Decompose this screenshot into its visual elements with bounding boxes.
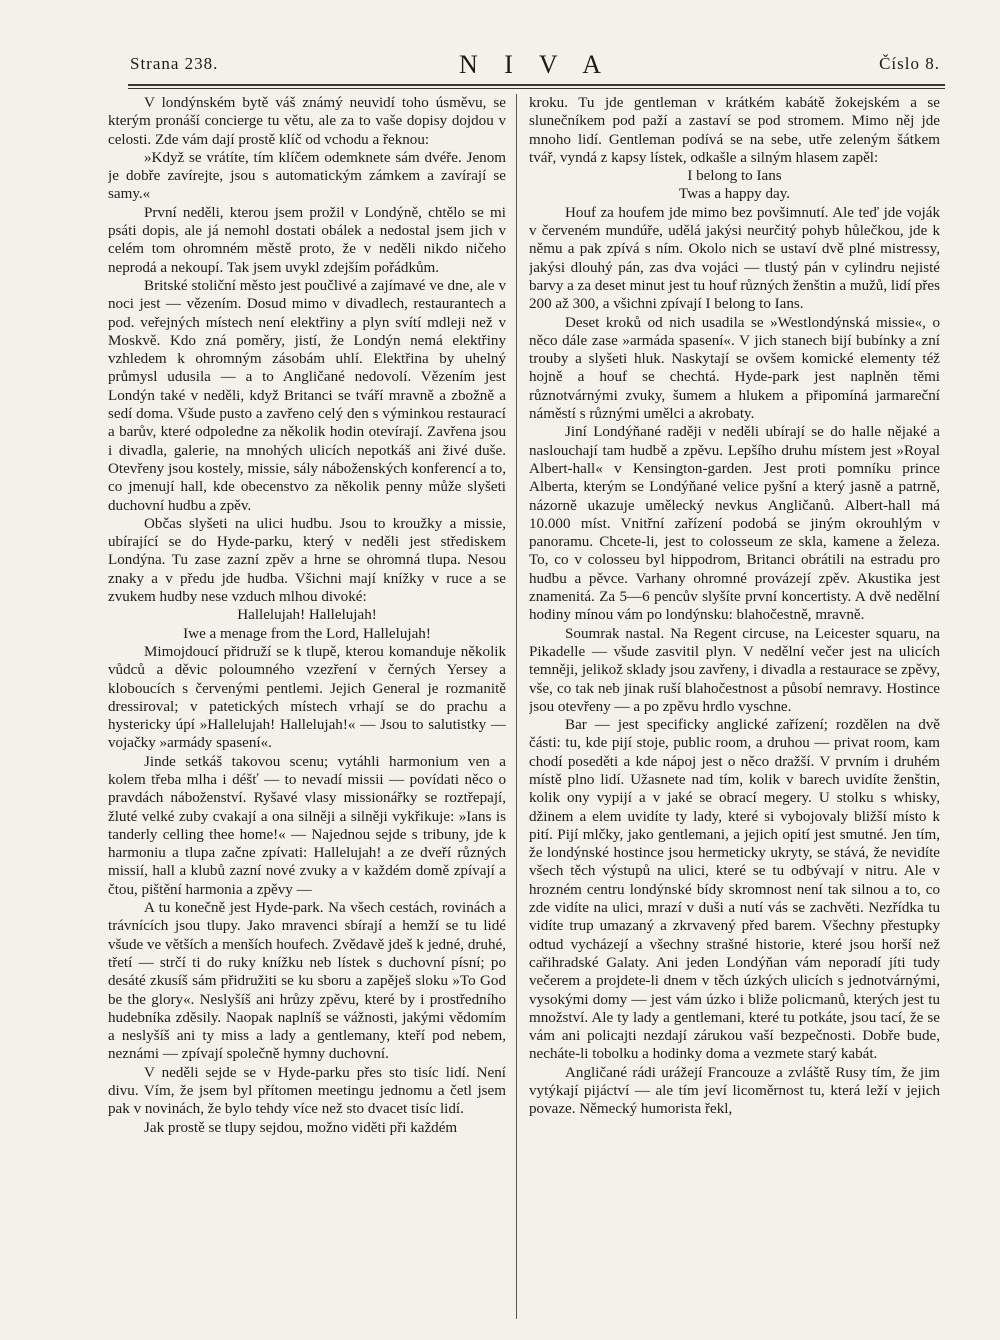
header-rule-thin [128, 88, 945, 89]
header-rule [128, 84, 945, 86]
paragraph: Jinde setkáš takovou scenu; vytáhli harmonium ven a kolem třeba mlha i déšť — to nevadí missii — povídati něco o pravdách náboženství. Ryšavé vlasy missionářky se roztřepají, žluté velké zuby cvakají a ona silněji a silněji vykřikuje: »Ians is tanderly celling thee home!« — Najednou sejde s tribuny, jde k harmoniu a tlupa začne zpívati: Hallelujah! a ze dveří různých missií, hall a klubů zazní nové zvuky a v každém domě zpívají a čtou, pištění harmonia a zpěvy — [108, 753, 506, 898]
verse-line: Hallelujah! Hallelujah! [237, 607, 377, 624]
page-number: Strana 238. [130, 54, 219, 73]
verse-line: Iwe a menage from the Lord, Hallelujah! [183, 625, 431, 642]
paragraph: Houf za houfem jde mimo bez povšimnutí. Ale teď jde voják v červeném mundúře, udělá jakýsi neurčitý pohyb hůlečkou, jde k němu a pak zpívá s ním. Okolo nich se ustaví dvě plné mistressy, jakýsi dlouhý pán, zas dva vojáci — tlustý pán v cylindru nejisté barvy a za deset minut jest tu houf různých ženštin a mužů, lidí přes 200 až 300, a všichni zpívají I belong to Ians. [529, 204, 940, 313]
paragraph: Deset kroků od nich usadila se »Westlondýnská missie«, o něco dále zase »armáda spasení«. V jich stanech bijí bubínky a zní trouby a slyšeti hluk. Naskytají se ovšem komické elementy též hojně a houf se chechtá. Hyde-park jest naplněn těmi různotvárnými zvuky, šumem a hlukem a připomíná jarmareční náměstí s různými umělci a akrobaty. [529, 314, 940, 423]
periodical-title: N I V A [458, 50, 612, 79]
paragraph: »Když se vrátíte, tím klíčem odemknete sám dvéře. Jenom je dobře zavírejte, jsou s automatickým zámkem a zavírají se samy.« [108, 149, 506, 203]
paragraph: Soumrak nastal. Na Regent circuse, na Leicester squaru, na Pikadelle — všude zasvitil plyn. V nedělní večer jest na ulicích temněji, jelikož sklady jsou zavřeny, i divadla a restaurace se zpěvy, vše, co tak neb jinak ruší blahočestnost a působí nemravy. Hostince jsou otevřeny — a po zpěvu hrdlo vyschne. [529, 625, 940, 715]
paragraph: Britské stoliční město jest poučlivé a zajímavé ve dne, ale v noci jest — vězením. Dosud mimo v divadlech, restaurantech a pod. veřejných místech není elektřiny a plyn svítí mdleji než v Moskvě. Kdo zná poměry, jistí, že Londýn nemá elektřiny vzhledem k ohromným zásobám uhlí. Elektřina by uhelný průmysl udusila — a to Angličané nedovolí. Vězením jest Londýn také v neděli, když Britanci se tváří mravně a zbožně a sedí doma. Všude pusto a zavřeno celý den s výminkou restaurací a barův, které odpoledne za několik hodin otevírají. Zavřena jsou i divadla, galerie, na mnohých ulicích nepotkáš ani živé duše. Otevřeny jsou kostely, missie, sály náboženských konferencí a to, co jmenují hall, kde obecenstvo za několik penny může slyšeti duchovní hudbu a zpěv. [108, 277, 506, 514]
paragraph: kroku. Tu jde gentleman v krátkém kabátě žokejském a se slunečníkem pod paží a zastaví se pod stromem. Mimo něj jde mnoho lidí. Gentleman podívá se na sebe, utře zeleným šátkem tvář, vyndá z kapsy lístek, odkašle a silným hlasem zapěl: [529, 95, 940, 166]
verse-line: Twas a happy day. [678, 186, 791, 203]
left-column [108, 94, 506, 1319]
issue-number: Číslo 8. [879, 54, 940, 73]
verse-line: I belong to Ians [687, 168, 782, 185]
paragraph: Mimojdoucí přidruží se k tlupě, kterou komanduje několik vůdců a děvic poloumného vzezření v černých Yersey a kloboucích s červenými pentlemi. Jejich General je rozmanitě dressiroval; v patetických místech vrhají se do prachu a hystericky úpí »Hallelujah! Hallelujah!« — Jsou to salutistky — vojačky »armády spasení«. [108, 643, 506, 752]
paragraph: V londýnském bytě váš známý neuvidí toho úsměvu, se kterým pronáší concierge tu větu, ale za to vaše dopisy dojdou v celosti. Zde vám dají prostě klíč od vchodu a řeknou: [108, 95, 506, 148]
paragraph: Jiní Londýňané raději v neděli ubírají se do halle nějaké a naslouchají tam hudbě a zpěvu. Lepšího druhu místem jest »Royal Albert-hall« v Kensington-garden. Jest proti pomníku prince Alberta, kterým se Londýňané velice pyšní a který jasně a patrně, názorně ukazuje umělecký nevkus Angličanů. Albert-hall má 10.000 míst. Vnitřní zařízení podobá se jiným okrouhlým v panoramu. Chcete-li, jest to colosseum ze skla, kamene a železa. To, co v colosseu byl hippodrom, Britanci obrátili na estradu pro hudbu a pěvce. Varhany ohromné provázejí zpěv. Akustika jest znamenitá. Za 5—6 pencův slyšíte první koncertisty. A dvě nedělní hodiny mínou vám po londýnsku: blahočestně, mravně. [529, 424, 940, 624]
paragraph: V neděli sejde se v Hyde-parku přes sto tisíc lidí. Není divu. Vím, že jsem byl přítomen meetingu jednomu a četl jsem pak v novinách, že bylo tehdy více než sto dvacet tisíc lidí. [108, 1064, 506, 1118]
paragraph: Občas slyšeti na ulici hudbu. Jsou to kroužky a missie, ubírající se do Hyde-parku, který v neděli jest střediskem Londýna. Tu zase zazní zpěv a hrne se ohromná tlupa. Nesou znaky a v předu jde hudba. Všichni mají knížky v ruce a se zvukem hudby nese vzduch mlhou divoké: [108, 515, 506, 606]
paragraph: První neděli, kterou jsem prožil v Londýně, chtělo se mi psáti dopis, ale já nemohl dostati obálek a nedostal jsem jich v celém tom ohromném městě proto, že v neděli nikdo ničeho neprodá a nekoupí. Tak jsem uvykl zdejším pořádkům. [108, 204, 506, 276]
page-header [130, 48, 940, 80]
paragraph: Jak prostě se tlupy sejdou, možno viděti při každém [144, 1119, 458, 1136]
paragraph: Bar — jest specificky anglické zařízení; rozdělen na dvě části: tu, kde pijí stoje, public room, a druhou — privat room, kam chodí poseděti a kde nápoj jest o něco dražší. V prvním i druhém místě plno lidí. Užasnete nad tím, kolik v barech uvidíte ženštin, kolik ony vypijí a v jaké se obrací megery. U stolku s whisky, džinem a elem uvidíte ty lady, které si vybojovaly bližší místo k pití. Pijí mlčky, jako gentlemani, a jejich opití jest smutné. Jen tím, že londýnské hostince jsou hermeticky ukryty, se stává, že nevidíte všech těch výstupů na ulici, které se tu odbývají v nitru. Ale v hrozném centru londýnské bídy skromnost není tak silnou a to, co zde vidíte na ulici, mrazí v duši a nutí vás se zachvěti. Nezřídka tu vidíte trup umazaný a zkrvavený před barem. Všechny přestupky odtud vycházejí a všechny strašné historie, které jsou horší než cařihradské Galaty. Ani jeden Londýňan vám neporadí jíti tudy večerem a projdete-li dnem v těch úzkých ulicích s jednotvárnými, vysokými domy — jest vám úzko i bliže policmanů, kterých jest tu množství. Ale ty lady a gentlemani, které tu potkáte, jsou tací, že se vám ani policajti nezdají zárukou vaší bezpečnosti. Dobře bude, necháte-li tobolku a hodinky doma a vezmete starý kabát. [529, 717, 940, 1063]
paragraph: Angličané rádi urážejí Francouze a zvláště Rusy tím, že jim vytýkají pijáctví — ale tím jeví licoměrnost tu, která leží v jejich povaze. Německý humorista řekl, [529, 1064, 940, 1118]
right-column [529, 94, 940, 1319]
paragraph: A tu konečně jest Hyde-park. Na všech cestách, rovinách a trávnících jsou tlupy. Jako mravenci sbírají a hemží se tu lidé všude ve větších a menších houfech. Zvědavě jdeš k jedné, druhé, třetí — strčí ti do ruky knížku neb lístek s duchovní písní; po desáté zkusíš sám přidružiti se ku sboru a zapěješ sloku »To God be the glory«. Neslyšíš ani hrůzy zpěvu, které by i prostředního hudebníka zděsily. Naopak naplníš se vážnosti, jakými vědomím a neslyšíš ani ty miss a lady a gentlemany, kteří pod nebem, neznámi — zpívají společně hymny duchovní. [108, 900, 506, 1063]
column-divider [516, 94, 517, 1319]
